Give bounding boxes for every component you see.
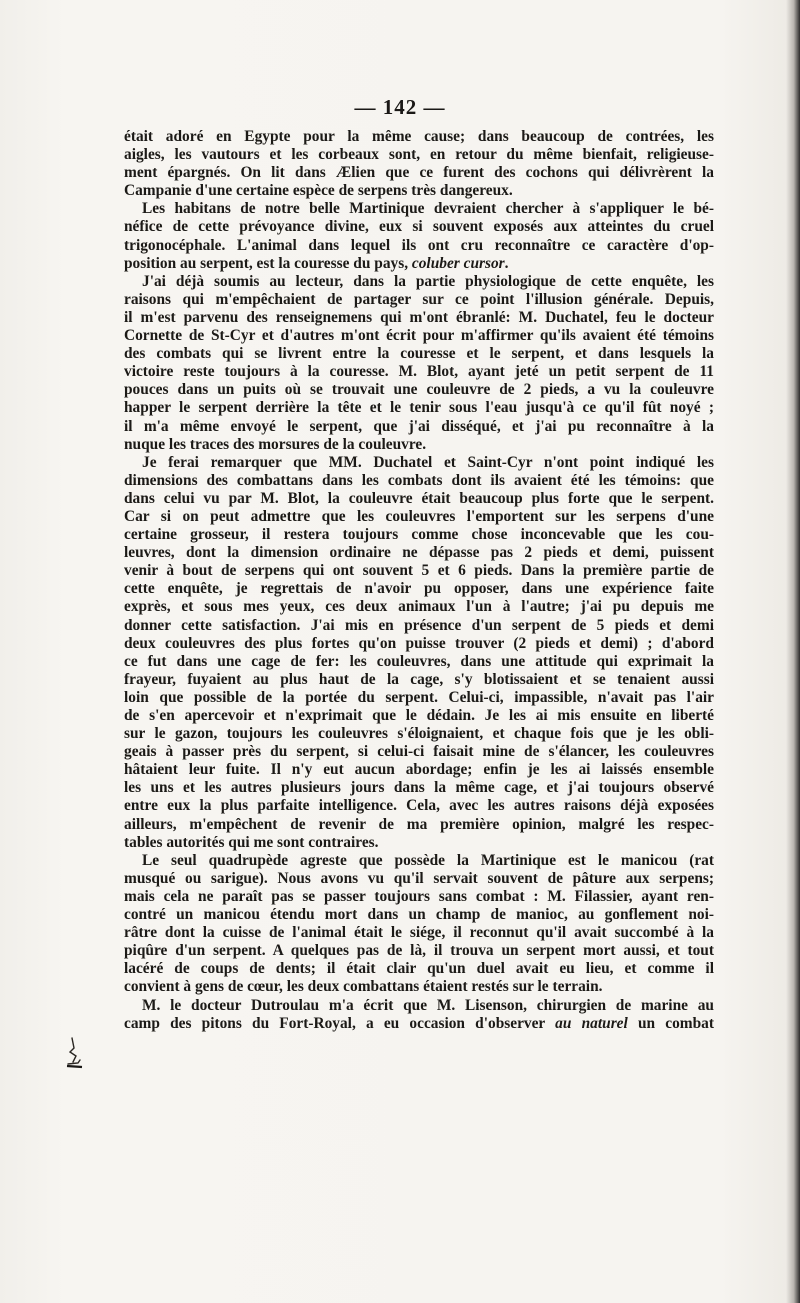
text-line: Les habitans de notre belle Martinique devraient chercher à s'appliquer le bé- [142, 200, 714, 218]
body-text [124, 128, 714, 1033]
page-number: — 142 — [354, 95, 446, 119]
text-line: de s'en apercevoir et n'exprimait que le dédain. Je les ai mis ensuite en liberté [124, 707, 714, 724]
text-line: position au serpent, est la couresse du pays, coluber cursor. [124, 254, 509, 272]
text-line: des combats qui se livrent entre la couresse et le serpent, et dans lesquels la [124, 345, 714, 363]
text-line: dimensions des combattans dans les combats dont ils avaient été les témoins: que [124, 471, 714, 489]
text-line: deux couleuvres des plus fortes qu'on puisse trouver (2 pieds et demi) ; d'abord [124, 634, 714, 652]
text-line: convient à gens de cœur, les deux combattans étaient restés sur le terrain. [124, 978, 603, 996]
text-line: donner cette satisfaction. J'ai mis en présence d'un serpent de 5 pieds et demi [124, 616, 714, 634]
text-line: Cornette de St-Cyr et d'autres m'ont écrit pour m'affirmer qu'ils avaient été témoins [124, 327, 714, 345]
text-line: Je ferai remarquer que MM. Duchatel et Saint-Cyr n'ont point indiqué les [142, 453, 714, 471]
text-line: J'ai déjà soumis au lecteur, dans la partie physiologique de cette enquête, les [142, 272, 714, 290]
text-line: ailleurs, m'empêchent de revenir de ma première opinion, malgré les respec- [124, 815, 714, 833]
text-line: hâtaient leur fuite. Il n'y eut aucun abordage; enfin je les ai laissés ensemble [124, 761, 714, 779]
text-line: Campanie d'une certaine espèce de serpens très dangereux. [124, 182, 513, 200]
text-line: Car si on peut admettre que les couleuvres l'emportent sur les serpens d'une [124, 507, 714, 525]
text-line: loin que possible de la portée du serpent. Celui-ci, impassible, n'avait pas l'air [124, 688, 714, 706]
text-line: Le seul quadrupède agreste que possède la Martinique est le manicou (rat [142, 851, 714, 869]
text-line: victoire reste toujours à la couresse. M. Blot, ayant jeté un petit serpent de 11 [124, 363, 714, 381]
text-line: pouces dans un puits où se trouvait une couleuvre de 2 pieds, a vu la couleuvre [124, 381, 714, 399]
text-line: raisons qui m'empêchaient de partager sur ce point l'illusion générale. Depuis, [124, 290, 714, 308]
text-line: lacéré de coups de dents; il était clair qu'un duel avait eu lieu, et comme il [124, 960, 714, 978]
text-line: camp des pitons du Fort-Royal, a eu occasion d'observer au naturel un combat [124, 1014, 714, 1032]
text-line: mais cela ne paraît pas se passer toujours sans combat : M. Filassier, ayant ren- [124, 887, 714, 905]
text-line: piqûre d'un serpent. A quelques pas de là, il trouva un serpent mort aussi, et tout [124, 942, 714, 960]
text-line: il m'est parvenu des renseignemens qui m'ont ébranlé: M. Duchatel, feu le docteur [124, 308, 714, 326]
text-line: ce fut dans une cage de fer: les couleuvres, dans une attitude qui exprimait la [124, 652, 714, 670]
text-line: geais à passer près du serpent, si celui-ci faisait mine de s'élancer, les couleuvres [124, 743, 714, 761]
text-line: nuque les traces des morsures de la couleuvre. [124, 435, 427, 453]
text-line: aigles, les vautours et les corbeaux sont, en retour du même bienfait, religieuse- [124, 146, 714, 164]
text-line: leuvres, dont la dimension ordinaire ne dépasse pas 2 pieds et demi, puissent [124, 544, 714, 562]
text-line: les uns et les autres plusieurs jours dans la même cage, et j'ai toujours observé [124, 779, 714, 797]
text-line: exprès, et sous mes yeux, ces deux animaux l'un à l'autre; j'ai pu depuis me [124, 598, 714, 616]
text-line: M. le docteur Dutroulau m'a écrit que M. Lisenson, chirurgien de marine au [142, 996, 714, 1014]
text-line: néfice de cette prévoyance divine, eux si souvent exposés aux atteintes du cruel [124, 218, 714, 236]
text-line: tables autorités qui me sont contraires. [124, 833, 379, 851]
text-line: cette enquête, je regrettais de n'avoir pu opposer, dans une expérience faite [124, 580, 714, 598]
text-line: frayeur, fuyaient au plus haut de la cage, s'y blotissaient et se tenaient aussi [124, 670, 714, 688]
text-line: sur le gazon, toujours les couleuvres s'éloignaient, et chaque fois que je les obli- [124, 725, 714, 743]
margin-ink-mark [64, 1036, 90, 1070]
text-line: trigonocéphale. L'animal dans lequel ils ont cru reconnaître ce caractère d'op- [124, 236, 714, 254]
text-line: était adoré en Egypte pour la même cause; dans beaucoup de contrées, les [124, 128, 714, 145]
text-line: il m'a même envoyé le serpent, que j'ai disséqué, et j'ai pu reconnaître à la [124, 417, 714, 435]
text-line: dans celui vu par M. Blot, la couleuvre était beaucoup plus forte que le serpent. [124, 489, 714, 507]
text-line: certaine grosseur, il restera toujours comme chose inconcevable que les cou- [124, 526, 714, 544]
text-line: râtre dont la cuisse de l'animal était le siége, il reconnut qu'il avait succombé à la [124, 924, 714, 942]
text-line: ment épargnés. On lit dans Ælien que ce furent des cochons qui délivrèrent la [124, 164, 714, 182]
text-line: venir à bout de serpens qui ont souvent 5 et 6 pieds. Dans la première partie de [124, 562, 714, 580]
text-line: entre eux la plus parfaite intelligence. Cela, avec les autres raisons déjà exposées [124, 797, 714, 815]
text-line: happer le serpent derrière la tête et le tenir sous l'eau jusqu'à ce qu'il fût noyé ; [124, 399, 714, 417]
text-line: musqué ou sarigue). Nous avons vu qu'il servait souvent de pâture aux serpens; [124, 869, 714, 887]
text-line: contré un manicou étendu mort dans un champ de manioc, au gonflement noi- [124, 906, 714, 924]
page-edge-shadow [786, 0, 800, 1303]
